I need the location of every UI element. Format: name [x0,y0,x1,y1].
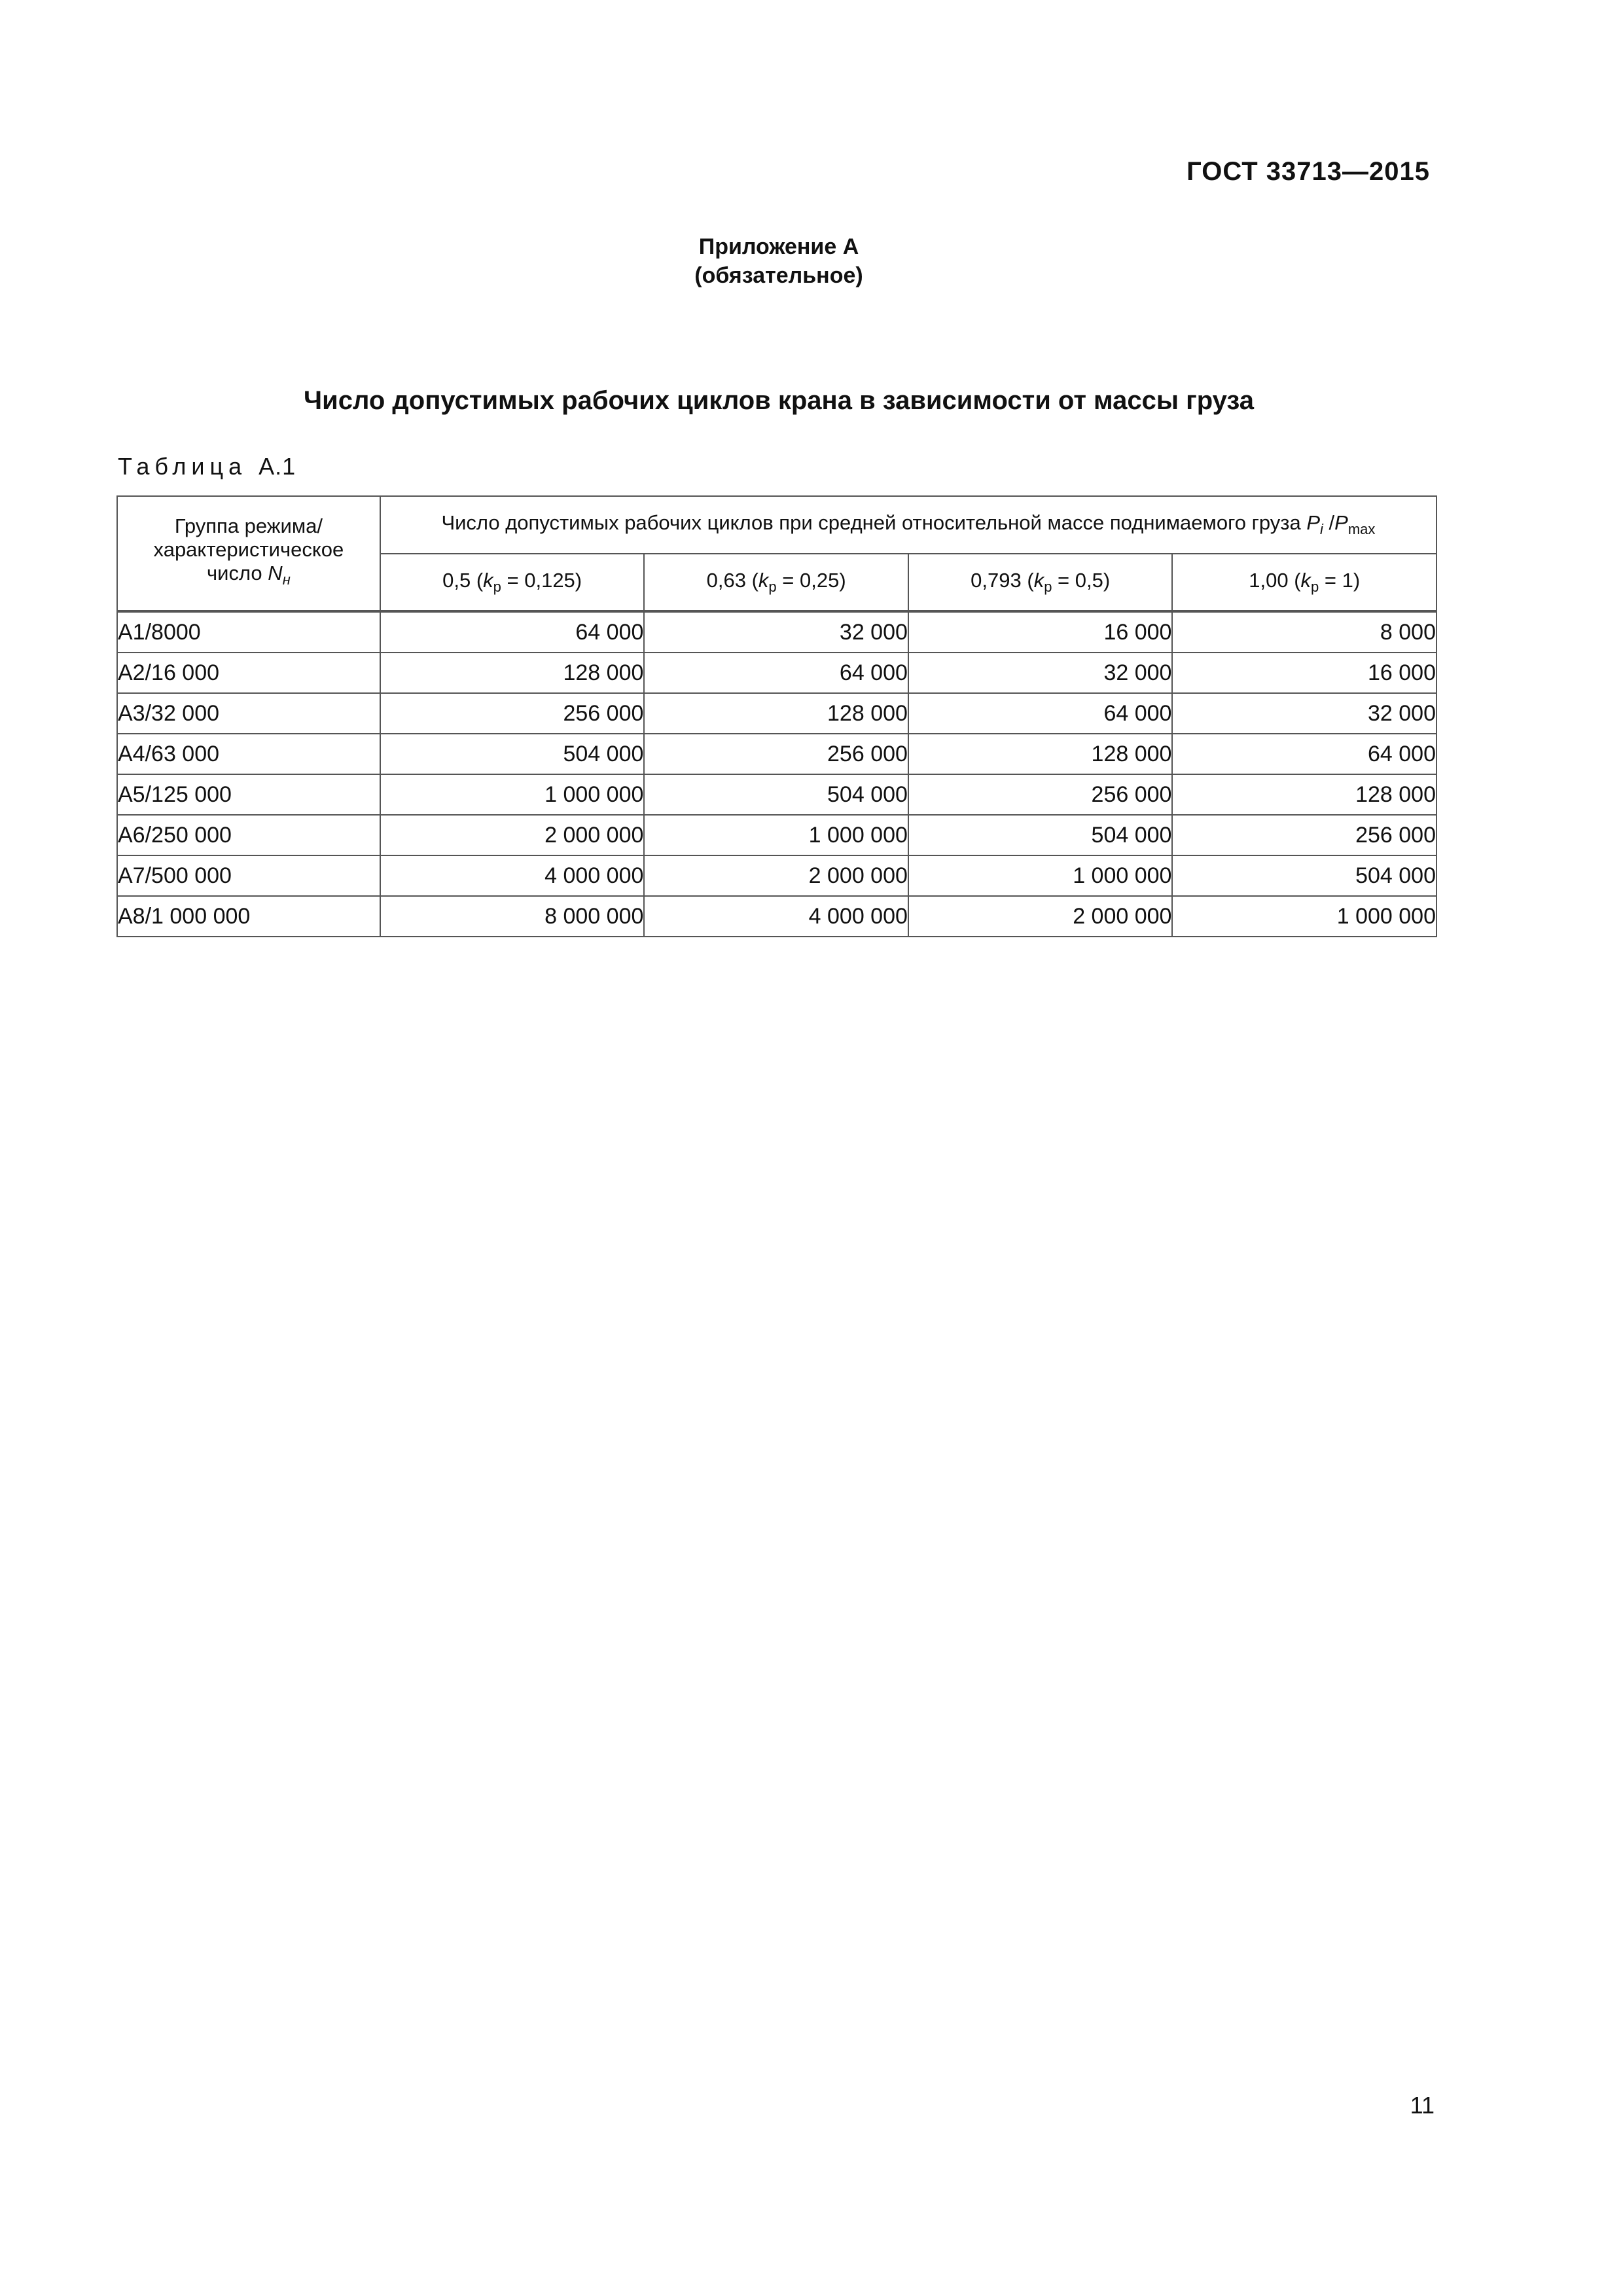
page-number: 11 [1410,2092,1435,2119]
group-cell: А3/32 000 [117,693,380,734]
cycles-cell: 2 000 000 [644,855,908,896]
group-cell: А4/63 000 [117,734,380,774]
cycles-cell: 1 000 000 [1172,896,1436,937]
cycles-cell: 64 000 [380,611,645,653]
cycles-cell: 1 000 000 [380,774,645,815]
table-caption [118,453,296,480]
cycles-cell: 16 000 [908,611,1173,653]
cycles-cell: 32 000 [908,653,1173,693]
cycles-cell: 2 000 000 [380,815,645,855]
table-row [117,734,1436,774]
table-header-row [117,496,1436,554]
cycles-cell: 16 000 [1172,653,1436,693]
group-header-line3: число $N_н$ [207,562,291,588]
cycles-cell: 128 000 [1172,774,1436,815]
cycles-cell: 32 000 [1172,693,1436,734]
standard-designation: ГОСТ 33713—2015 [1186,157,1430,186]
group-header-line1: Группа режима/ [174,514,323,538]
group-cell: А5/125 000 [117,774,380,815]
cycles-cell: 1 000 000 [908,855,1173,896]
mass-ratio-header: 0,793 $(k_p = 0,5)$ [908,554,1173,611]
section-title: Число допустимых рабочих циклов крана в зависимости от массы груза [304,386,1254,415]
cycles-cell: 504 000 [644,774,908,815]
cycles-cell: 128 000 [644,693,908,734]
table-row [117,693,1436,734]
cycles-cell: 4 000 000 [644,896,908,937]
annex-status: (обязательное) [694,263,863,288]
table-row [117,774,1436,815]
cycles-cell: 504 000 [380,734,645,774]
cycles-cell: 32 000 [644,611,908,653]
cycles-cell: 256 000 [1172,815,1436,855]
table-caption-word: Таблица [118,453,247,480]
mass-ratio-header: 0,5 $(k_p = 0,125)$ [380,554,645,611]
cycles-cell: 64 000 [908,693,1173,734]
cycles-cell: 128 000 [380,653,645,693]
cycles-cell: 128 000 [908,734,1173,774]
cycles-cell: 256 000 [644,734,908,774]
mass-ratio-header: 0,63 $(k_p = 0,25)$ [644,554,908,611]
cycles-cell: 64 000 [1172,734,1436,774]
group-column-header [117,496,380,611]
group-cell: А1/8000 [117,611,380,653]
mass-ratio-header: 1,00 $(k_p = 1)$ [1172,554,1436,611]
cycles-cell: 256 000 [380,693,645,734]
group-cell: А8/1 000 000 [117,896,380,937]
cycles-table [116,495,1437,937]
cycles-cell: 504 000 [1172,855,1436,896]
cycles-cell: 8 000 000 [380,896,645,937]
cycles-cell: 4 000 000 [380,855,645,896]
table-row [117,855,1436,896]
table-row [117,611,1436,653]
cycles-cell: 2 000 000 [908,896,1173,937]
cycles-cell: 8 000 [1172,611,1436,653]
group-cell: А6/250 000 [117,815,380,855]
group-cell: А2/16 000 [117,653,380,693]
cycles-cell: 256 000 [908,774,1173,815]
cycles-span-header: Число допустимых рабочих циклов при средней относительной массе поднимаемого груза $P_i$ $/P_{max}$ [380,496,1436,554]
table-row [117,653,1436,693]
annex-title: Приложение А [698,234,859,259]
cycles-cell: 1 000 000 [644,815,908,855]
cycles-cell: 504 000 [908,815,1173,855]
group-header-line2: характеристическое [153,538,344,562]
cycles-cell: 64 000 [644,653,908,693]
table-caption-number: А.1 [259,453,296,480]
table-row [117,815,1436,855]
group-cell: А7/500 000 [117,855,380,896]
table-row [117,896,1436,937]
